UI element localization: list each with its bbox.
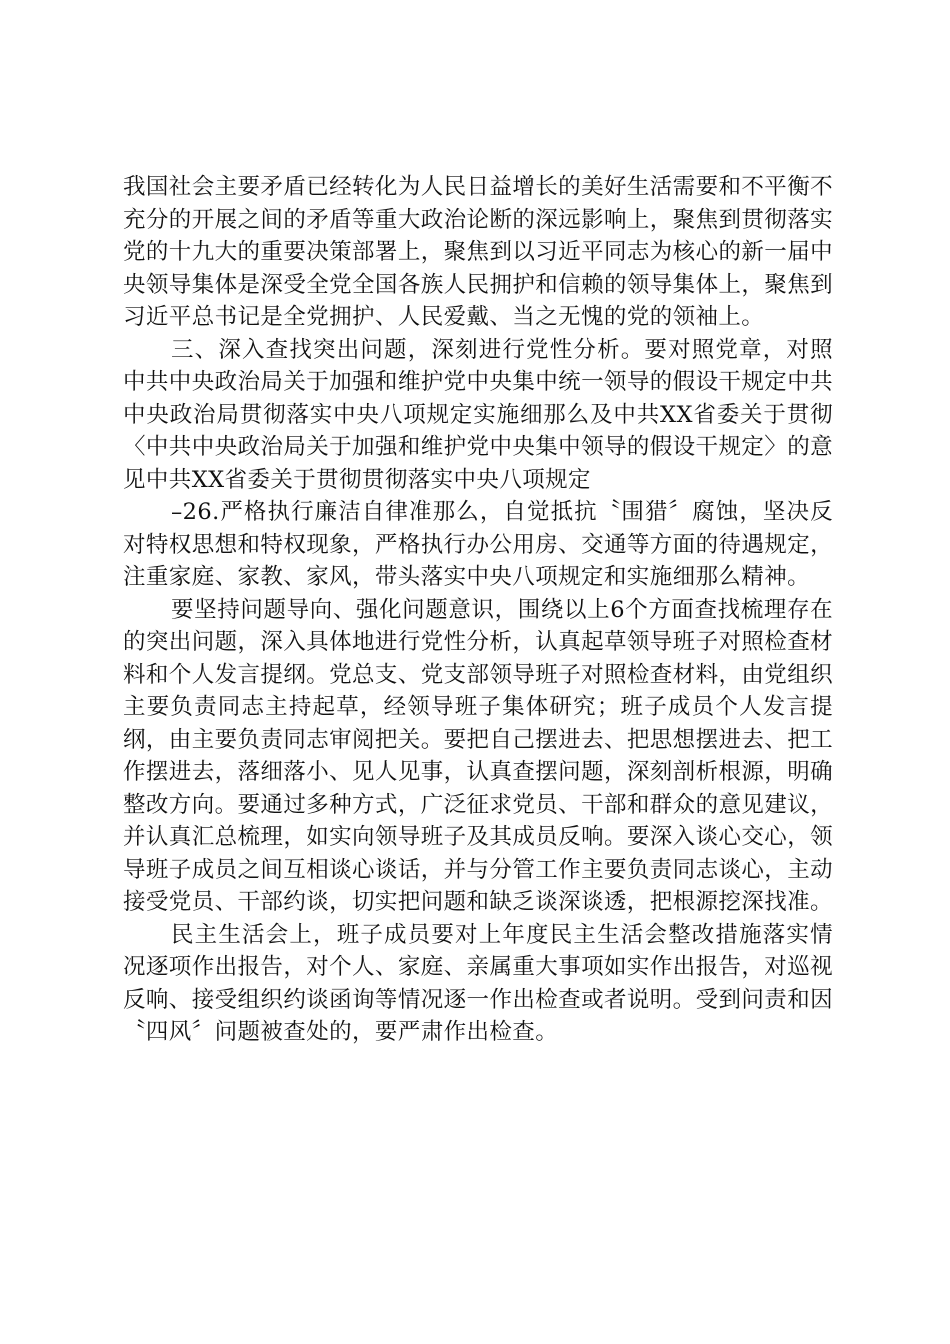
paragraph-problem-orientation: 要坚持问题导向、强化问题意识，围绕以上6个方面查找梳理存在的突出问题，深入具体地进行党性分析，认真起草领导班子对照检查材料和个人发言提纲。党总支、党支部领导班子对照检查材料，由党组织主要负责同志主持起草，经领导班子集体研究；班子成员个人发言提纲，由主要负责同志审阅把关。要把自己摆进去、把思想摆进去、把工作摆进去，落细落小、见人见事，认真查摆问题，深刻剖析根源，明确整改方向。要通过多种方式，广泛征求党员、干部和群众的意见建议，并认真汇总梳理，如实向领导班子及其成员反响。要深入谈心交心，领导班子成员之间互相谈心谈话，并与分管工作主要负责同志谈心，主动接受党员、干部约谈，切实把问题和缺乏谈深谈透，把根源挖深找准。 (123, 596, 833, 915)
paragraph-integrity-rules: –26.严格执行廉洁自律准那么，自觉抵抗〝围猎〞腐蚀，坚决反对特权思想和特权现象，严格执行办公用房、交通等方面的待遇规定，注重家庭、家教、家风，带头落实中央八项规定和实施细那么精神。 (123, 499, 833, 590)
paragraph-section-three: 三、深入查找突出问题，深刻进行党性分析。要对照党章，对照中共中央政治局关于加强和维护党中央集中统一领导的假设干规定中共中央政治局贯彻落实中央八项规定实施细那么及中共XX省委关于贯彻〈中共中央政治局关于加强和维护党中央集中领导的假设干规定〉的意见中共XX省委关于贯彻贯彻落实中央八项规定 (123, 336, 833, 493)
document-body (123, 171, 833, 1049)
paragraph-democratic-meeting: 民主生活会上，班子成员要对上年度民主生活会整改措施落实情况逐项作出报告，对个人、家庭、亲属重大事项如实作出报告，对巡视反响、接受组织约谈函询等情况逐一作出检查或者说明。受到问责和因〝四风〞问题被查处的，要严肃作出检查。 (123, 921, 833, 1045)
paragraph-continuation: 我国社会主要矛盾已经转化为人民日益增长的美好生活需要和不平衡不充分的开展之间的矛盾等重大政治论断的深远影响上，聚焦到贯彻落实党的十九大的重要决策部署上，聚焦到以习近平同志为核心的新一届中央领导集体是深受全党全国各族人民拥护和信赖的领导集体上，聚焦到习近平总书记是全党拥护、人民爱戴、当之无愧的党的领袖上。 (123, 174, 833, 330)
